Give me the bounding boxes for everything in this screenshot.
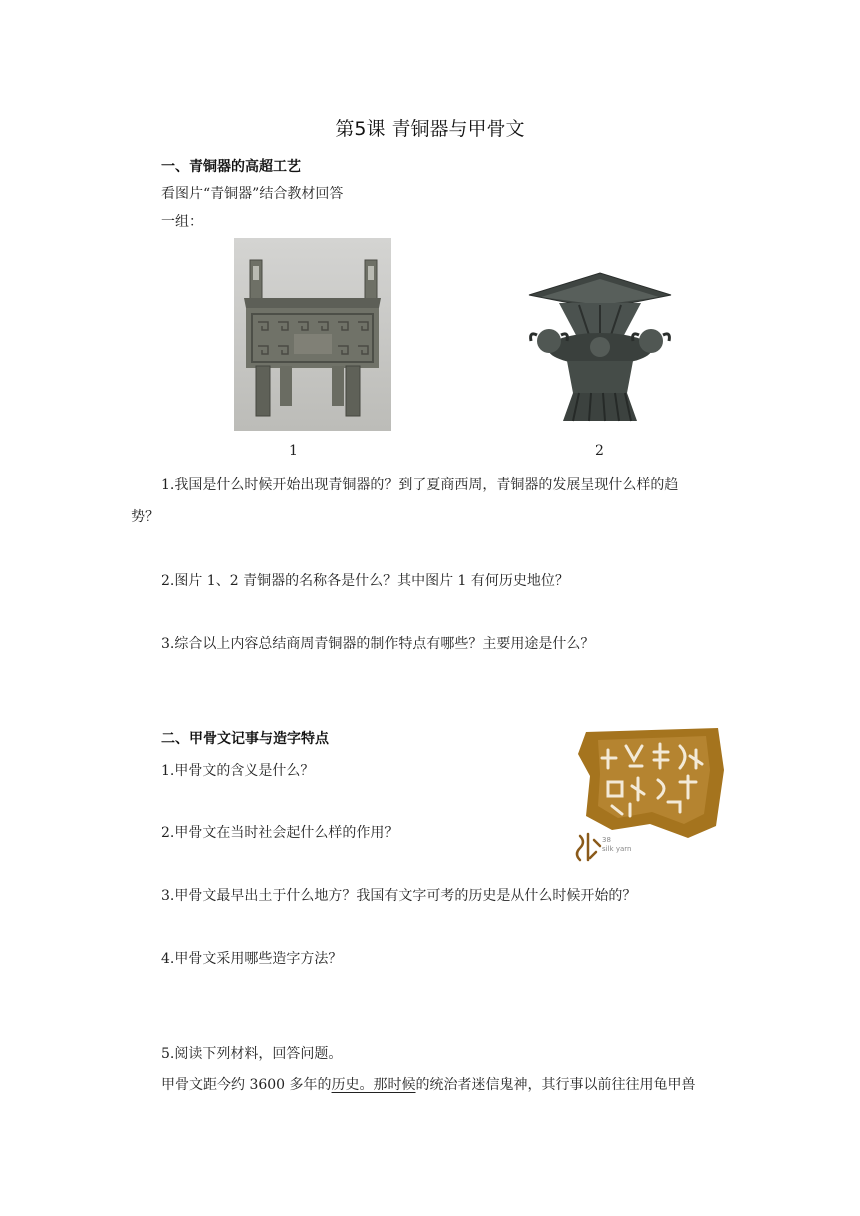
- question-2-4: 4.甲骨文采用哪些造字方法？: [161, 951, 343, 967]
- bronze-ding-image: [234, 238, 391, 431]
- reading-material: [161, 1074, 696, 1094]
- section1-intro: 看图片“青铜器”结合教材回答: [161, 186, 344, 202]
- section2-heading: 二、甲骨文记事与造字特点: [161, 731, 329, 747]
- question-2-5: 5.阅读下列材料，回答问题。: [161, 1046, 343, 1062]
- question-2-2: 2.甲骨文在当时社会起什么样的作用？: [161, 825, 399, 841]
- material-text-underlined: 历史。那时候: [331, 1077, 416, 1093]
- question-1-3: 3.综合以上内容总结商周青铜器的制作特点有哪些？主要用途是什么？: [161, 636, 595, 652]
- page-title: 第5课 青铜器与甲骨文: [335, 118, 525, 140]
- oracle-bone-image: [568, 726, 728, 862]
- image2-caption: 2: [595, 443, 604, 459]
- question-2-3: 3.甲骨文最早出土于什么地方？我国有文字可考的历史是从什么时候开始的？: [161, 888, 637, 904]
- question-1-1-line2: 势？: [131, 509, 159, 525]
- question-1-2: 2.图片 1、2 青铜器的名称各是什么？其中图片 1 有何历史地位？: [161, 573, 569, 589]
- group-label: 一组：: [161, 214, 203, 230]
- question-1-1-line1: 1.我国是什么时候开始出现青铜器的？到了夏商西周，青铜器的发展呈现什么样的趋: [161, 477, 679, 493]
- section1-heading: 一、青铜器的高超工艺: [161, 159, 301, 175]
- bronze-zun-image: [519, 265, 681, 431]
- material-text-b: 的统治者迷信鬼神，其行事以前往往用龟甲兽: [415, 1077, 696, 1093]
- question-2-1: 1.甲骨文的含义是什么？: [161, 763, 315, 779]
- material-text-a: 甲骨文距今约 3600 多年的: [161, 1077, 332, 1093]
- oracle-label-number: 38: [602, 836, 611, 844]
- oracle-label-text: silk yarn: [602, 845, 632, 853]
- image1-caption: 1: [289, 443, 298, 459]
